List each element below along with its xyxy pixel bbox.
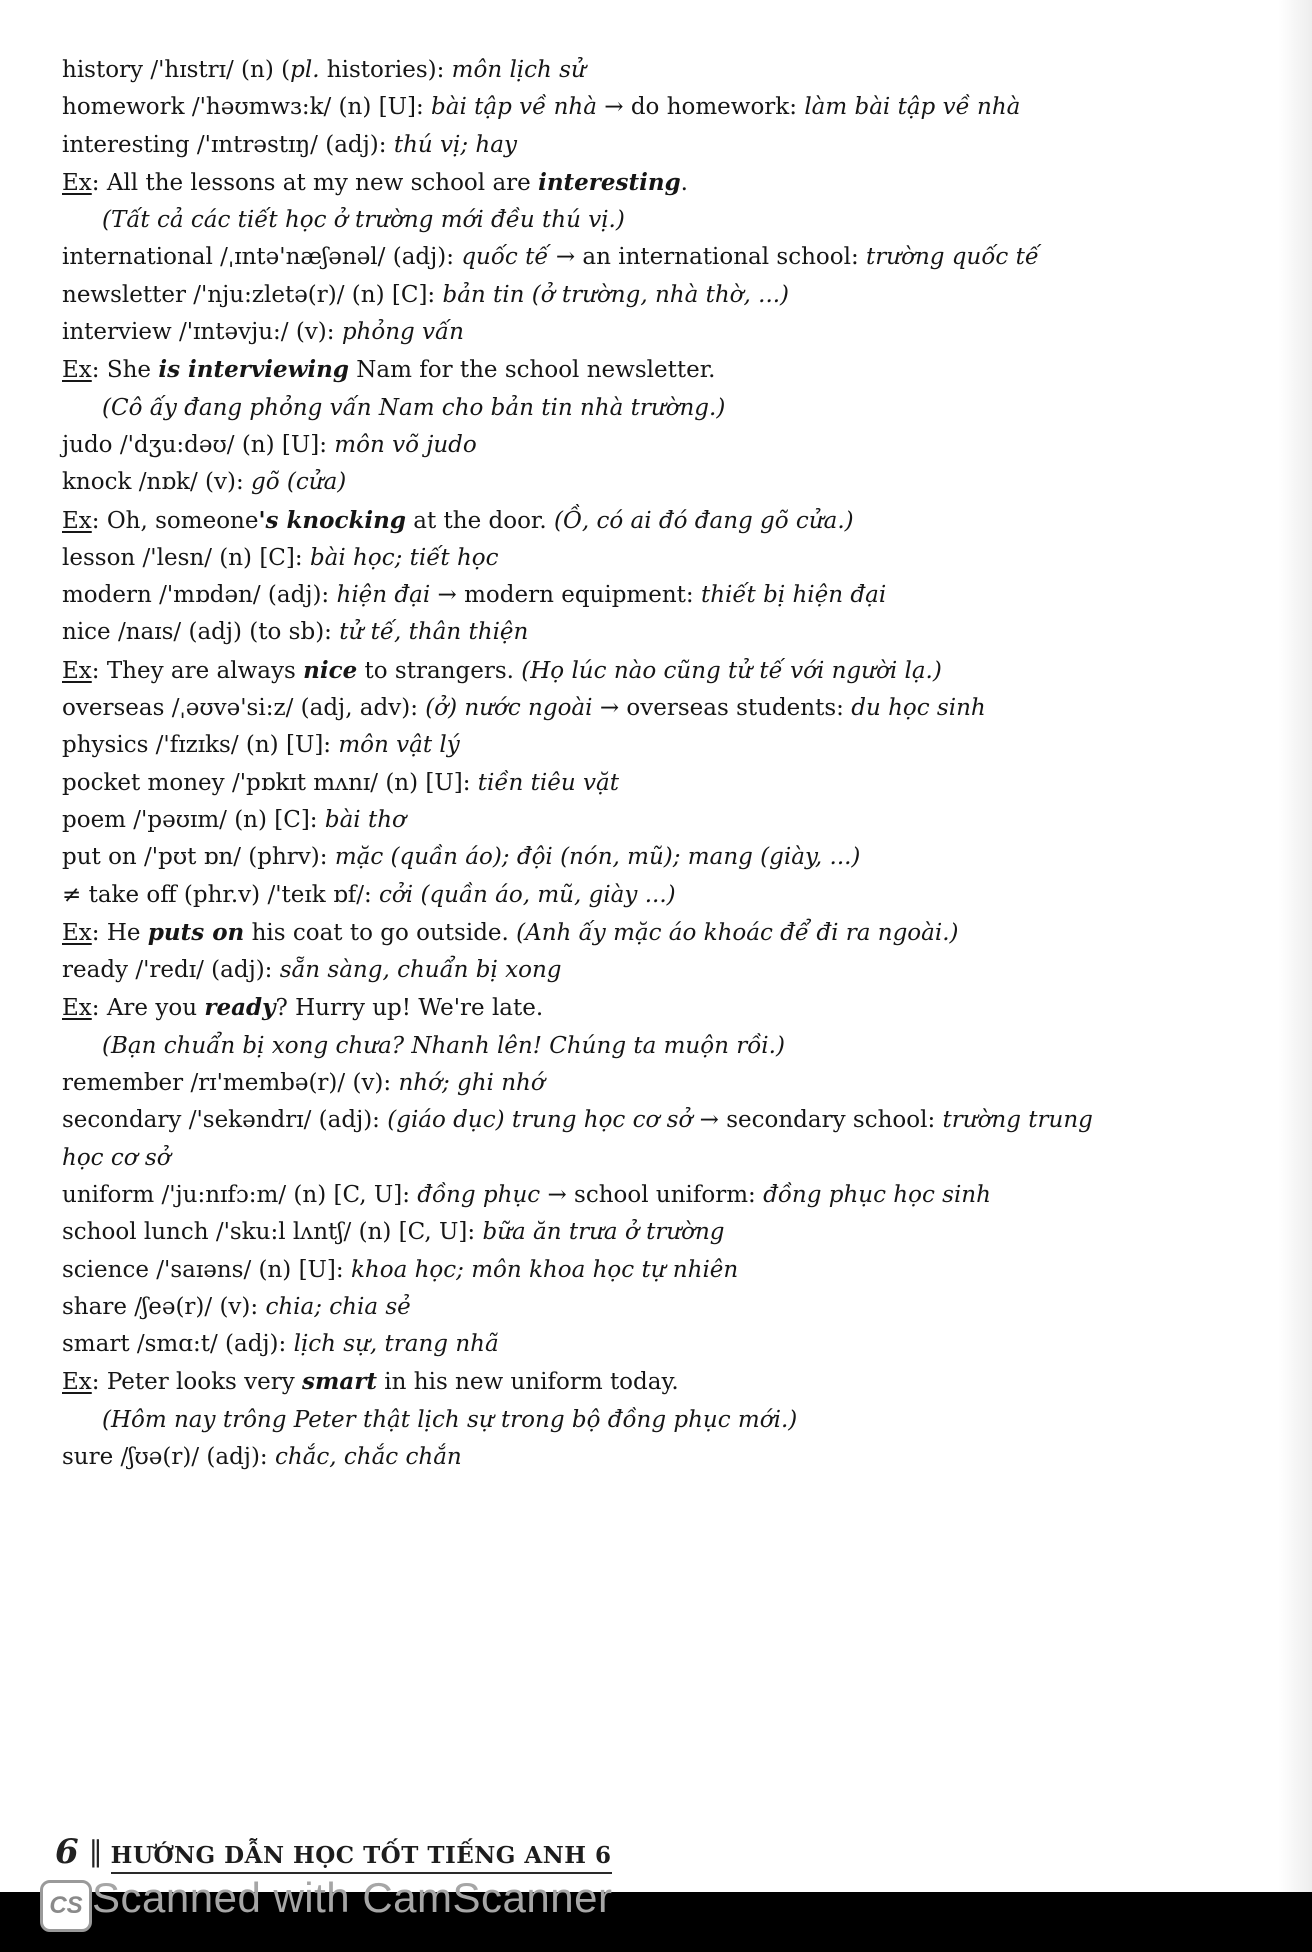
text-segment: chắc, chắc chắn (274, 1443, 462, 1470)
glossary-line (62, 540, 1272, 577)
text-segment: du học sinh (851, 695, 986, 722)
glossary-line (62, 989, 1272, 1027)
text-segment: (Họ lúc nào cũng tử tế với người lạ.) (521, 657, 942, 684)
glossary-line (62, 1102, 1272, 1139)
text-segment: puts on (147, 918, 245, 946)
text-segment: Ex (62, 919, 92, 946)
glossary-line (62, 1363, 1272, 1401)
text-segment: ? Hurry up! We're late. (275, 995, 544, 1022)
glossary-line (62, 914, 1272, 952)
text-segment: newsletter /'nju:zletə(r)/ (n) [C]: (62, 281, 443, 308)
glossary-line (62, 577, 1272, 614)
text-segment: Ex (62, 507, 92, 534)
glossary-line (62, 614, 1272, 651)
text-segment: ready (204, 994, 276, 1022)
text-segment: : They are always (91, 657, 304, 684)
glossary-line (62, 690, 1272, 727)
text-segment: : Are you (91, 995, 205, 1022)
glossary-line (62, 351, 1272, 389)
text-segment: trường quốc tế (866, 244, 1039, 271)
text-segment: ≠ take off (phr.v) /'teɪk ɒf/: (62, 881, 380, 908)
text-segment: → an international school: (548, 244, 867, 271)
text-segment: smart (302, 1368, 377, 1396)
text-segment: in his new uniform today. (376, 1369, 679, 1396)
text-segment: school lunch /'sku:l lʌntʃ/ (n) [C, U]: (62, 1219, 483, 1246)
glossary-line (62, 765, 1272, 802)
text-segment: : He (91, 919, 148, 946)
text-segment: remember /rɪ'membə(r)/ (v): (62, 1070, 399, 1097)
text-segment: . (680, 169, 688, 196)
text-segment: interesting /'ɪntrəstɪŋ/ (adj): (62, 131, 394, 158)
text-segment: history /'hɪstrɪ/ (n) ( (62, 57, 291, 83)
text-segment: → secondary school: (692, 1107, 943, 1134)
text-segment: mặc (quần áo); đội (nón, mũ); mang (giày, ...) (334, 844, 861, 871)
text-segment: pocket money /'pɒkɪt mʌnɪ/ (n) [U]: (62, 769, 478, 796)
text-segment: (Cô ấy đang phỏng vấn Nam cho bản tin nhà trường.) (102, 394, 726, 421)
text-segment: at the door. (405, 507, 555, 534)
text-segment: is interviewing (158, 356, 349, 384)
glossary-line (62, 52, 1272, 89)
glossary-line (62, 1326, 1272, 1363)
text-segment: bữa ăn trưa ở trường (482, 1219, 725, 1246)
text-segment: interview /'ɪntəvju:/ (v): (62, 319, 342, 346)
text-segment: nice (303, 656, 358, 684)
text-segment: cởi (quần áo, mũ, giày ...) (379, 881, 676, 908)
scan-shadow (1278, 0, 1312, 1952)
glossary-line (62, 427, 1272, 464)
text-segment: thú vị; hay (393, 131, 517, 158)
glossary-line (62, 390, 1272, 427)
text-segment: bài thơ (324, 806, 406, 833)
text-segment: sẵn sàng, chuẩn bị xong (279, 957, 562, 984)
text-segment: poem /'pəʊɪm/ (n) [C]: (62, 806, 325, 833)
camscanner-logo-text: CS (49, 1892, 83, 1919)
text-segment: to strangers. (357, 657, 522, 684)
text-segment: : Oh, someone (91, 507, 259, 534)
text-segment: làm bài tập về nhà (804, 94, 1021, 121)
text-segment: : All the lessons at my new school are (91, 169, 539, 196)
text-segment: Ex (62, 169, 92, 196)
text-segment: 's knocking (258, 506, 406, 534)
footer-separator: ‖ (88, 1835, 101, 1868)
text-segment: homework /'həʊmwɜ:k/ (n) [U]: (62, 94, 432, 121)
text-segment: pl. (290, 57, 320, 83)
camscanner-watermark: Scanned with CamScanner (92, 1874, 613, 1921)
glossary-line (62, 277, 1272, 314)
glossary-line (62, 464, 1272, 501)
page-number: 6 (55, 1832, 79, 1872)
glossary-line (62, 127, 1272, 164)
text-segment: nice /naɪs/ (adj) (to sb): (62, 619, 340, 646)
text-segment: gõ (cửa) (251, 469, 347, 496)
glossary-line (62, 89, 1272, 126)
text-segment: histories): (319, 57, 452, 83)
text-segment: đồng phục (417, 1181, 541, 1208)
text-segment: lịch sự, trang nhã (293, 1331, 499, 1358)
camscanner-logo-icon (40, 1880, 92, 1932)
glossary-line (62, 839, 1272, 876)
text-segment: học cơ sở (62, 1144, 171, 1171)
text-segment: nhớ; ghi nhớ (398, 1070, 545, 1097)
text-segment: (Anh ấy mặc áo khoác để đi ra ngoài.) (516, 919, 959, 946)
text-segment: Ex (62, 657, 92, 684)
text-segment: đồng phục học sinh (763, 1181, 991, 1208)
text-segment: judo /'dʒu:dəʊ/ (n) [U]: (62, 431, 335, 458)
glossary-line (62, 1177, 1272, 1214)
glossary-line (62, 1252, 1272, 1289)
text-segment: overseas /ˌəʊvə'si:z/ (adj, adv): (62, 695, 426, 722)
text-segment: (Bạn chuẩn bị xong chưa? Nhanh lên! Chúng ta muộn rồi.) (102, 1032, 785, 1059)
text-segment: bản tin (ở trường, nhà thờ, ...) (442, 281, 790, 308)
text-segment: môn vật lý (338, 732, 460, 759)
text-segment: lesson /'lesn/ (n) [C]: (62, 544, 310, 571)
text-segment: → school uniform: (540, 1181, 764, 1208)
glossary-line (62, 802, 1272, 839)
text-segment: → do homework: (596, 94, 805, 121)
glossary-line (62, 164, 1272, 202)
text-segment: môn võ judo (334, 431, 477, 458)
text-segment: (Tất cả các tiết học ở trường mới đều thú vị.) (102, 207, 625, 234)
text-segment: uniform /'ju:nɪfɔ:m/ (n) [C, U]: (62, 1181, 418, 1208)
glossary-line (62, 877, 1272, 914)
text-segment: hiện đại (336, 582, 431, 609)
text-segment: ready /'redɪ/ (adj): (62, 957, 280, 984)
text-segment: tiền tiêu vặt (477, 769, 619, 796)
text-segment: secondary /'sekəndrɪ/ (adj): (62, 1107, 388, 1134)
glossary-line (62, 1214, 1272, 1251)
text-segment: Ex (62, 357, 92, 384)
glossary-line (62, 1140, 1272, 1177)
glossary-line (62, 727, 1272, 764)
text-segment: môn lịch sử (451, 57, 586, 83)
glossary-line (62, 1065, 1272, 1102)
glossary-line (62, 502, 1272, 540)
glossary-line (62, 952, 1272, 989)
text-segment: (giáo dục) trung học cơ sở (387, 1107, 693, 1134)
text-segment: interesting (538, 168, 681, 196)
text-segment: physics /'fɪzɪks/ (n) [U]: (62, 732, 339, 759)
glossary-line (62, 1028, 1272, 1065)
text-segment: quốc tế (461, 244, 549, 271)
glossary-line (62, 314, 1272, 351)
text-segment: his coat to go outside. (244, 919, 517, 946)
text-segment: → modern equipment: (430, 582, 701, 609)
text-segment: (Ồ, có ai đó đang gõ cửa.) (554, 507, 854, 534)
glossary-line (62, 1439, 1272, 1476)
text-segment: trường trung (942, 1107, 1093, 1134)
text-segment: tử tế, thân thiện (339, 619, 529, 646)
text-segment: (ở) nước ngoài (425, 695, 593, 722)
text-segment: sure /ʃʊə(r)/ (adj): (62, 1443, 275, 1470)
text-segment: bài tập về nhà (431, 94, 597, 121)
text-segment: modern /'mɒdən/ (adj): (62, 582, 337, 609)
text-segment: : Peter looks very (91, 1369, 303, 1396)
text-segment: khoa học; môn khoa học tự nhiên (350, 1256, 739, 1283)
text-segment: : She (91, 357, 159, 384)
glossary-content (62, 52, 1272, 1476)
text-segment: knock /nɒk/ (v): (62, 469, 252, 496)
text-segment: international /ˌɪntə'næʃənəl/ (adj): (62, 244, 462, 271)
glossary-line (62, 202, 1272, 239)
text-segment: share /ʃeə(r)/ (v): (62, 1293, 266, 1320)
text-segment: bài học; tiết học (309, 544, 499, 571)
text-segment: put on /'pʊt ɒn/ (phrv): (62, 844, 335, 871)
glossary-line (62, 652, 1272, 690)
text-segment: smart /smɑ:t/ (adj): (62, 1331, 294, 1358)
text-segment: Ex (62, 1369, 92, 1396)
text-segment: thiết bị hiện đại (700, 582, 887, 609)
text-segment: chia; chia sẻ (265, 1293, 411, 1320)
book-title: HƯỚNG DẪN HỌC TỐT TIẾNG ANH 6 (111, 1842, 612, 1874)
text-segment: Ex (62, 995, 92, 1022)
glossary-line (62, 1402, 1272, 1439)
text-segment: Nam for the school newsletter. (348, 357, 716, 384)
glossary-line (62, 239, 1272, 276)
text-segment: phỏng vấn (341, 319, 464, 346)
glossary-line (62, 1289, 1272, 1326)
page-footer (55, 1832, 612, 1874)
text-segment: science /'saɪəns/ (n) [U]: (62, 1256, 351, 1283)
text-segment: → overseas students: (592, 695, 852, 722)
text-segment: (Hôm nay trông Peter thật lịch sự trong bộ đồng phục mới.) (102, 1406, 798, 1433)
